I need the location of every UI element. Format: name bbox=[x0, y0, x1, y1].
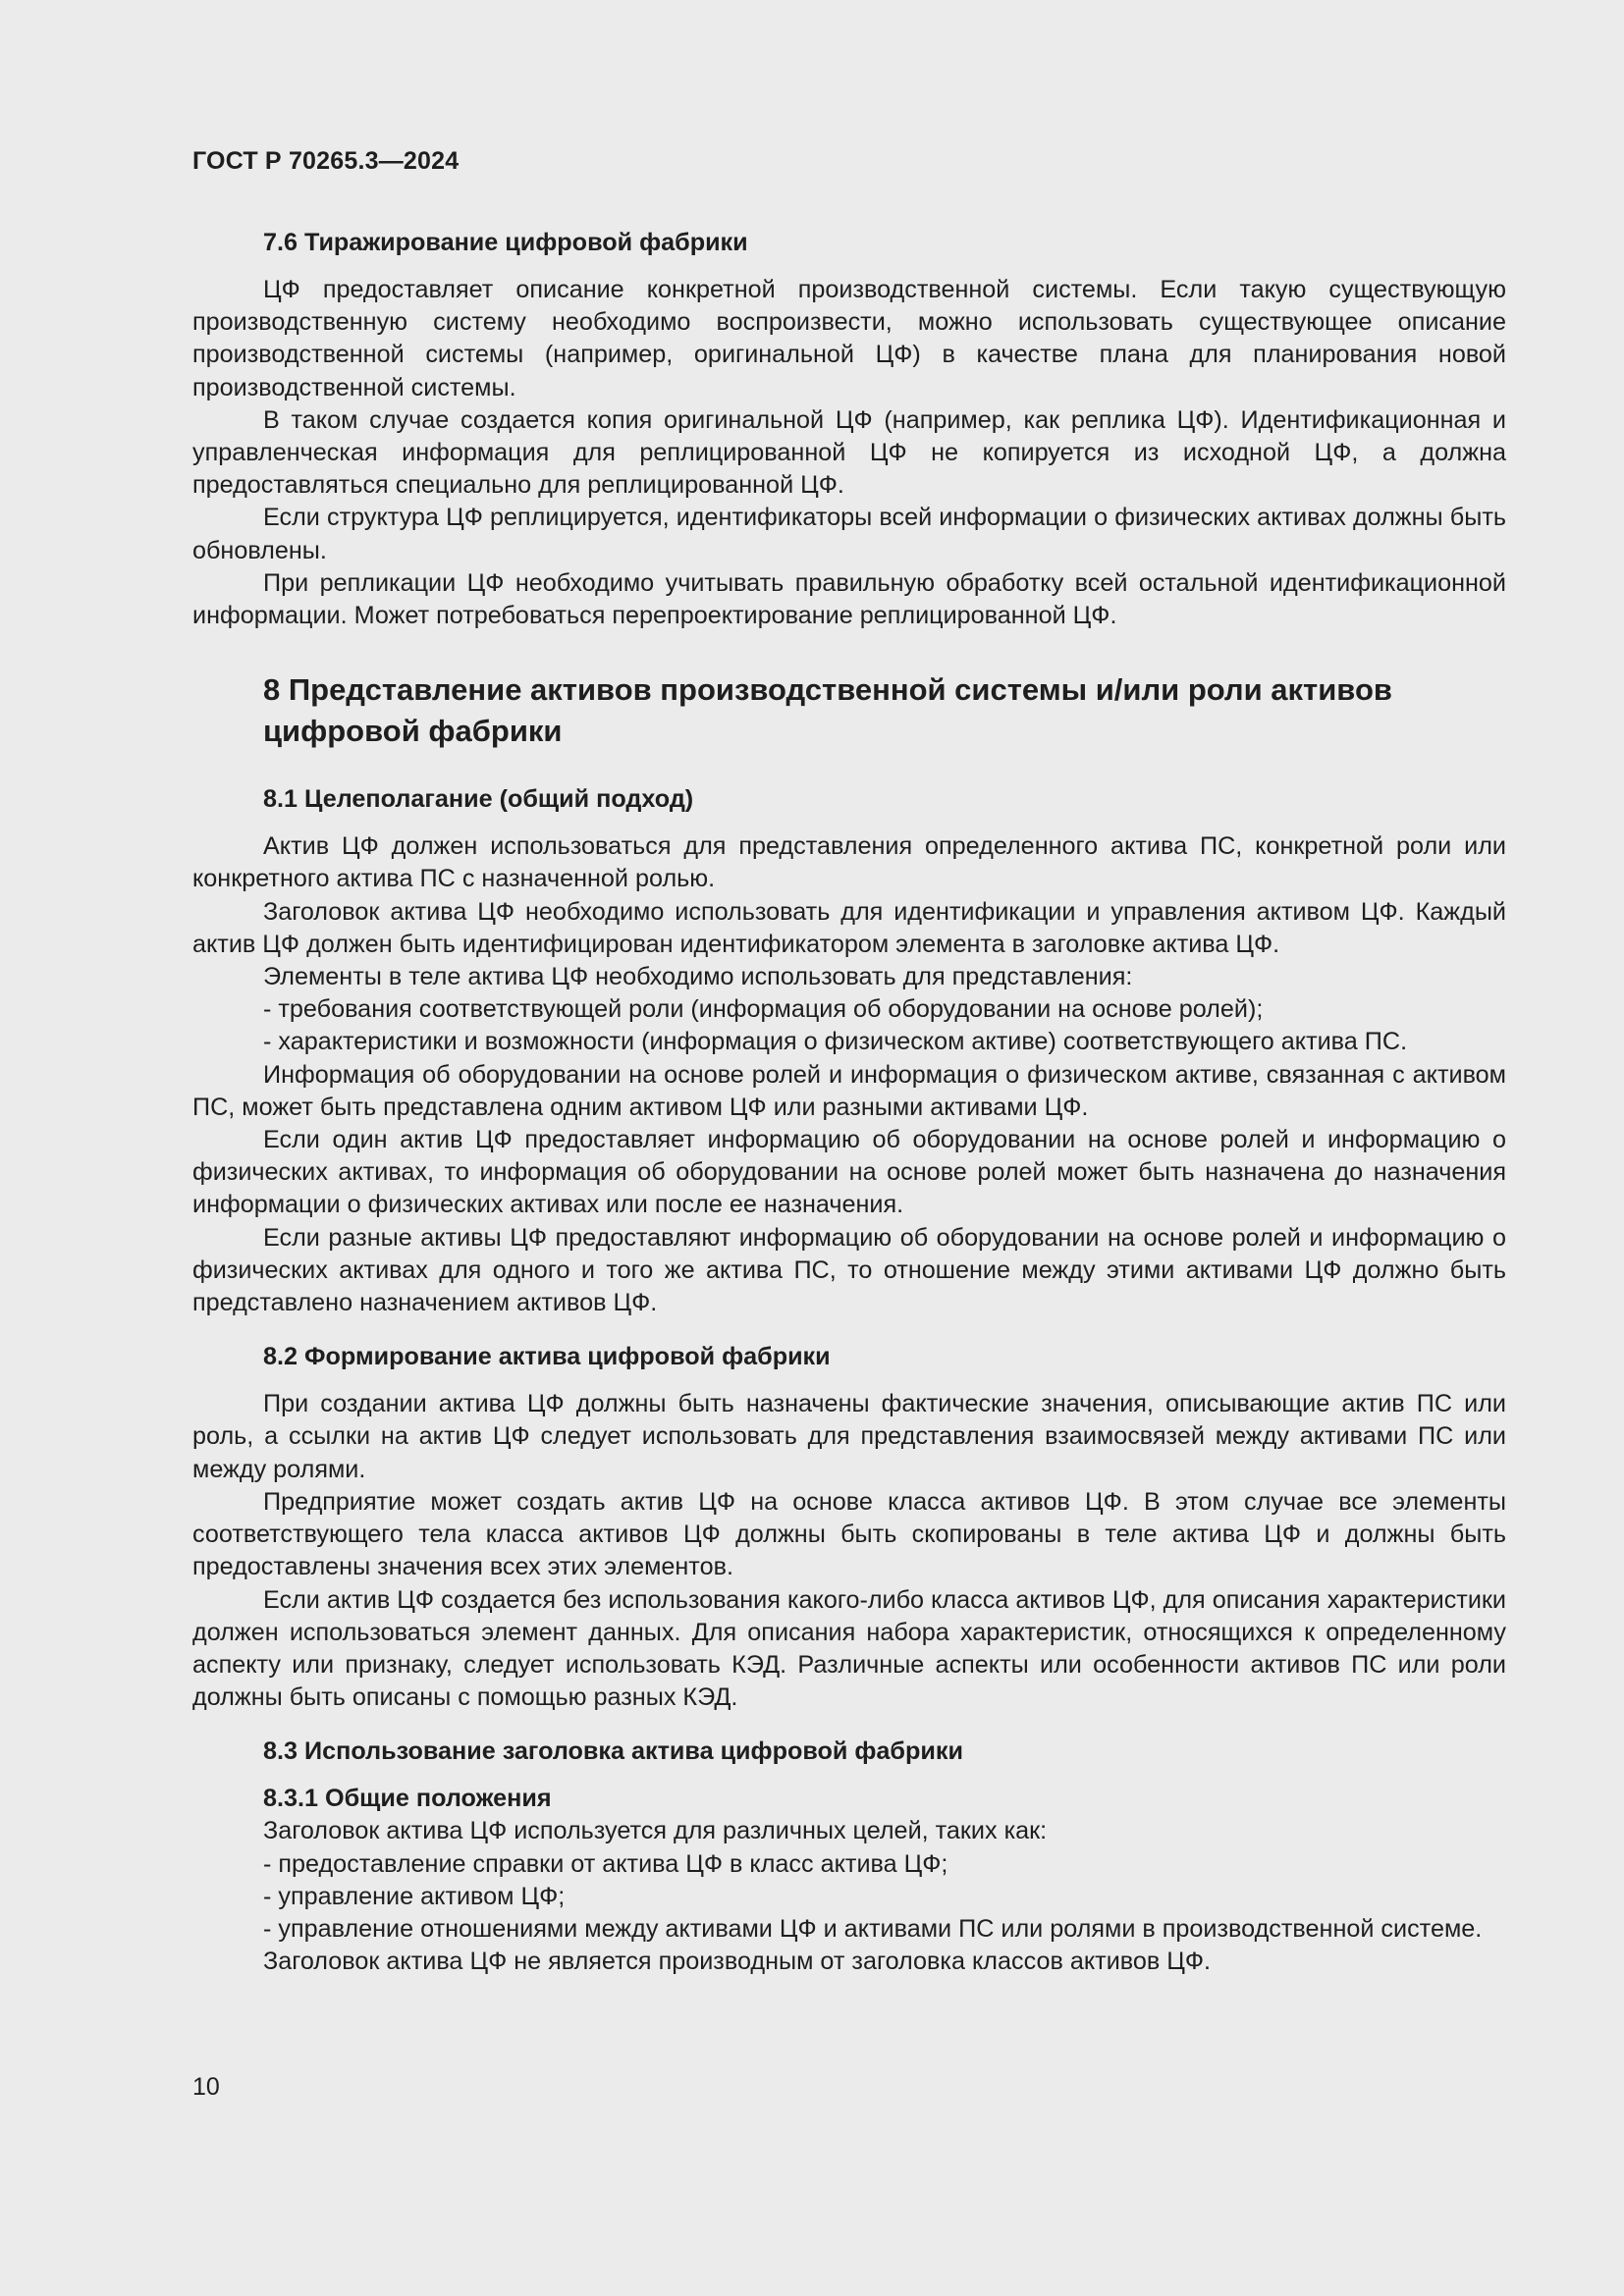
section-8-3-1-list-item: - управление отношениями между активами ЦФ и активами ПС или ролями в производственной системе. bbox=[263, 1914, 1483, 1943]
section-7-6-paragraph-2: В таком случае создается копия оригинальной ЦФ (например, как реплика ЦФ). Идентификационная и управленческая информация для реплицированной ЦФ не копируется из исходной ЦФ, а должна предоставляться специально для реплицированной ЦФ. bbox=[192, 405, 1506, 500]
section-7-6-paragraph-3: Если структура ЦФ реплицируется, идентификаторы всей информации о физических активах должны быть обновлены. bbox=[192, 504, 1506, 564]
page-number: 10 bbox=[192, 2073, 220, 2101]
section-8-3-1-paragraph-2: Заголовок актива ЦФ не является производным от заголовка классов активов ЦФ. bbox=[263, 1948, 1212, 1976]
document-page bbox=[192, 147, 1506, 1978]
section-8-3-1-title: 8.3.1 Общие положения bbox=[263, 1785, 552, 1813]
section-8-3-1-list-item: - предоставление справки от актива ЦФ в класс актива ЦФ; bbox=[263, 1849, 948, 1878]
section-8-2-paragraph-2: Предприятие может создать актив ЦФ на основе класса активов ЦФ. В этом случае все элементы соответствующего тела класса активов ЦФ должны быть скопированы в теле актива ЦФ и должны быть предоставлены значения всех этих элементов. bbox=[192, 1487, 1506, 1581]
document-code: ГОСТ Р 70265.3—2024 bbox=[192, 147, 460, 175]
section-7-6-paragraph-4: При репликации ЦФ необходимо учитывать правильную обработку всей остальной идентификационной информации. Может потребоваться перепроектирование реплицированной ЦФ. bbox=[192, 568, 1506, 630]
section-8-title-line-1: 8 Представление активов производственной системы и/или роли активов bbox=[263, 672, 1392, 708]
section-8-2-paragraph-1: При создании актива ЦФ должны быть назначены фактические значения, описывающие актив ПС или роль, а ссылки на актив ЦФ следует использовать для представления взаимосвязей между активами ПС или между ролями. bbox=[192, 1390, 1506, 1483]
section-8-2-paragraph-3: Если актив ЦФ создается без использования какого-либо класса активов ЦФ, для описания характеристики должен использоваться элемент данных. Для описания набора характеристик, относящихся к определенному аспекту или признаку, следует использовать КЭД. Различные аспекты или особенности активов ПС или роли должны быть описаны с помощью разных КЭД. bbox=[192, 1585, 1506, 1712]
section-8-3-1-list-item: - управление активом ЦФ; bbox=[263, 1882, 566, 1910]
section-8-1-title: 8.1 Целеполагание (общий подход) bbox=[263, 785, 694, 814]
section-8-1-paragraph-6: Если разные активы ЦФ предоставляют информацию об оборудовании на основе ролей и информацию о физических активах для одного и того же актива ПС, то отношение между этими активами ЦФ должно быть представлено назначением активов ЦФ. bbox=[192, 1223, 1506, 1317]
section-8-1-list-item: - требования соответствующей роли (информация об оборудовании на основе ролей); bbox=[263, 995, 1264, 1024]
section-8-1-paragraph-2: Заголовок актива ЦФ необходимо использовать для идентификации и управления активом ЦФ. Каждый актив ЦФ должен быть идентифицирован идентификатором элемента в заголовке актива ЦФ. bbox=[192, 897, 1506, 958]
section-7-6-title: 7.6 Тиражирование цифровой фабрики bbox=[263, 229, 748, 256]
section-8-1-paragraph-3: Элементы в теле актива ЦФ необходимо использовать для представления: bbox=[263, 963, 1133, 991]
section-7-6-paragraph-1: ЦФ предоставляет описание конкретной производственной системы. Если такую существующую производственную систему необходимо воспроизвести, можно использовать существующее описание производственной системы (например, оригинальной ЦФ) в качестве плана для планирования новой производственной системы. bbox=[192, 276, 1506, 401]
section-8-3-1-paragraph-1: Заголовок актива ЦФ используется для различных целей, таких как: bbox=[263, 1817, 1048, 1845]
section-8-1-paragraph-1: Актив ЦФ должен использоваться для представления определенного актива ПС, конкретной роли или конкретного актива ПС с назначенной ролью. bbox=[192, 832, 1506, 893]
section-8-title-line-2: цифровой фабрики bbox=[263, 714, 563, 749]
section-8-1-paragraph-5: Если один актив ЦФ предоставляет информацию об оборудовании на основе ролей и информацию о физических активах, то информация об оборудовании на основе ролей может быть назначена до назначения информации о физических активах или после ее назначения. bbox=[192, 1126, 1506, 1219]
section-8-2-title: 8.2 Формирование актива цифровой фабрики bbox=[263, 1343, 831, 1371]
spacer bbox=[192, 1714, 1506, 1735]
section-8-3-title: 8.3 Использование заголовка актива цифровой фабрики bbox=[263, 1737, 963, 1766]
section-8-1-list-item: - характеристики и возможности (информация о физическом активе) соответствующего актива ПС. bbox=[263, 1028, 1408, 1056]
section-8-1-paragraph-4: Информация об оборудовании на основе ролей и информация о физическом активе, связанная с активом ПС, может быть представлена одним активом ЦФ или разными активами ЦФ. bbox=[192, 1060, 1506, 1121]
section-8-title bbox=[263, 669, 1506, 752]
spacer bbox=[192, 1319, 1506, 1341]
